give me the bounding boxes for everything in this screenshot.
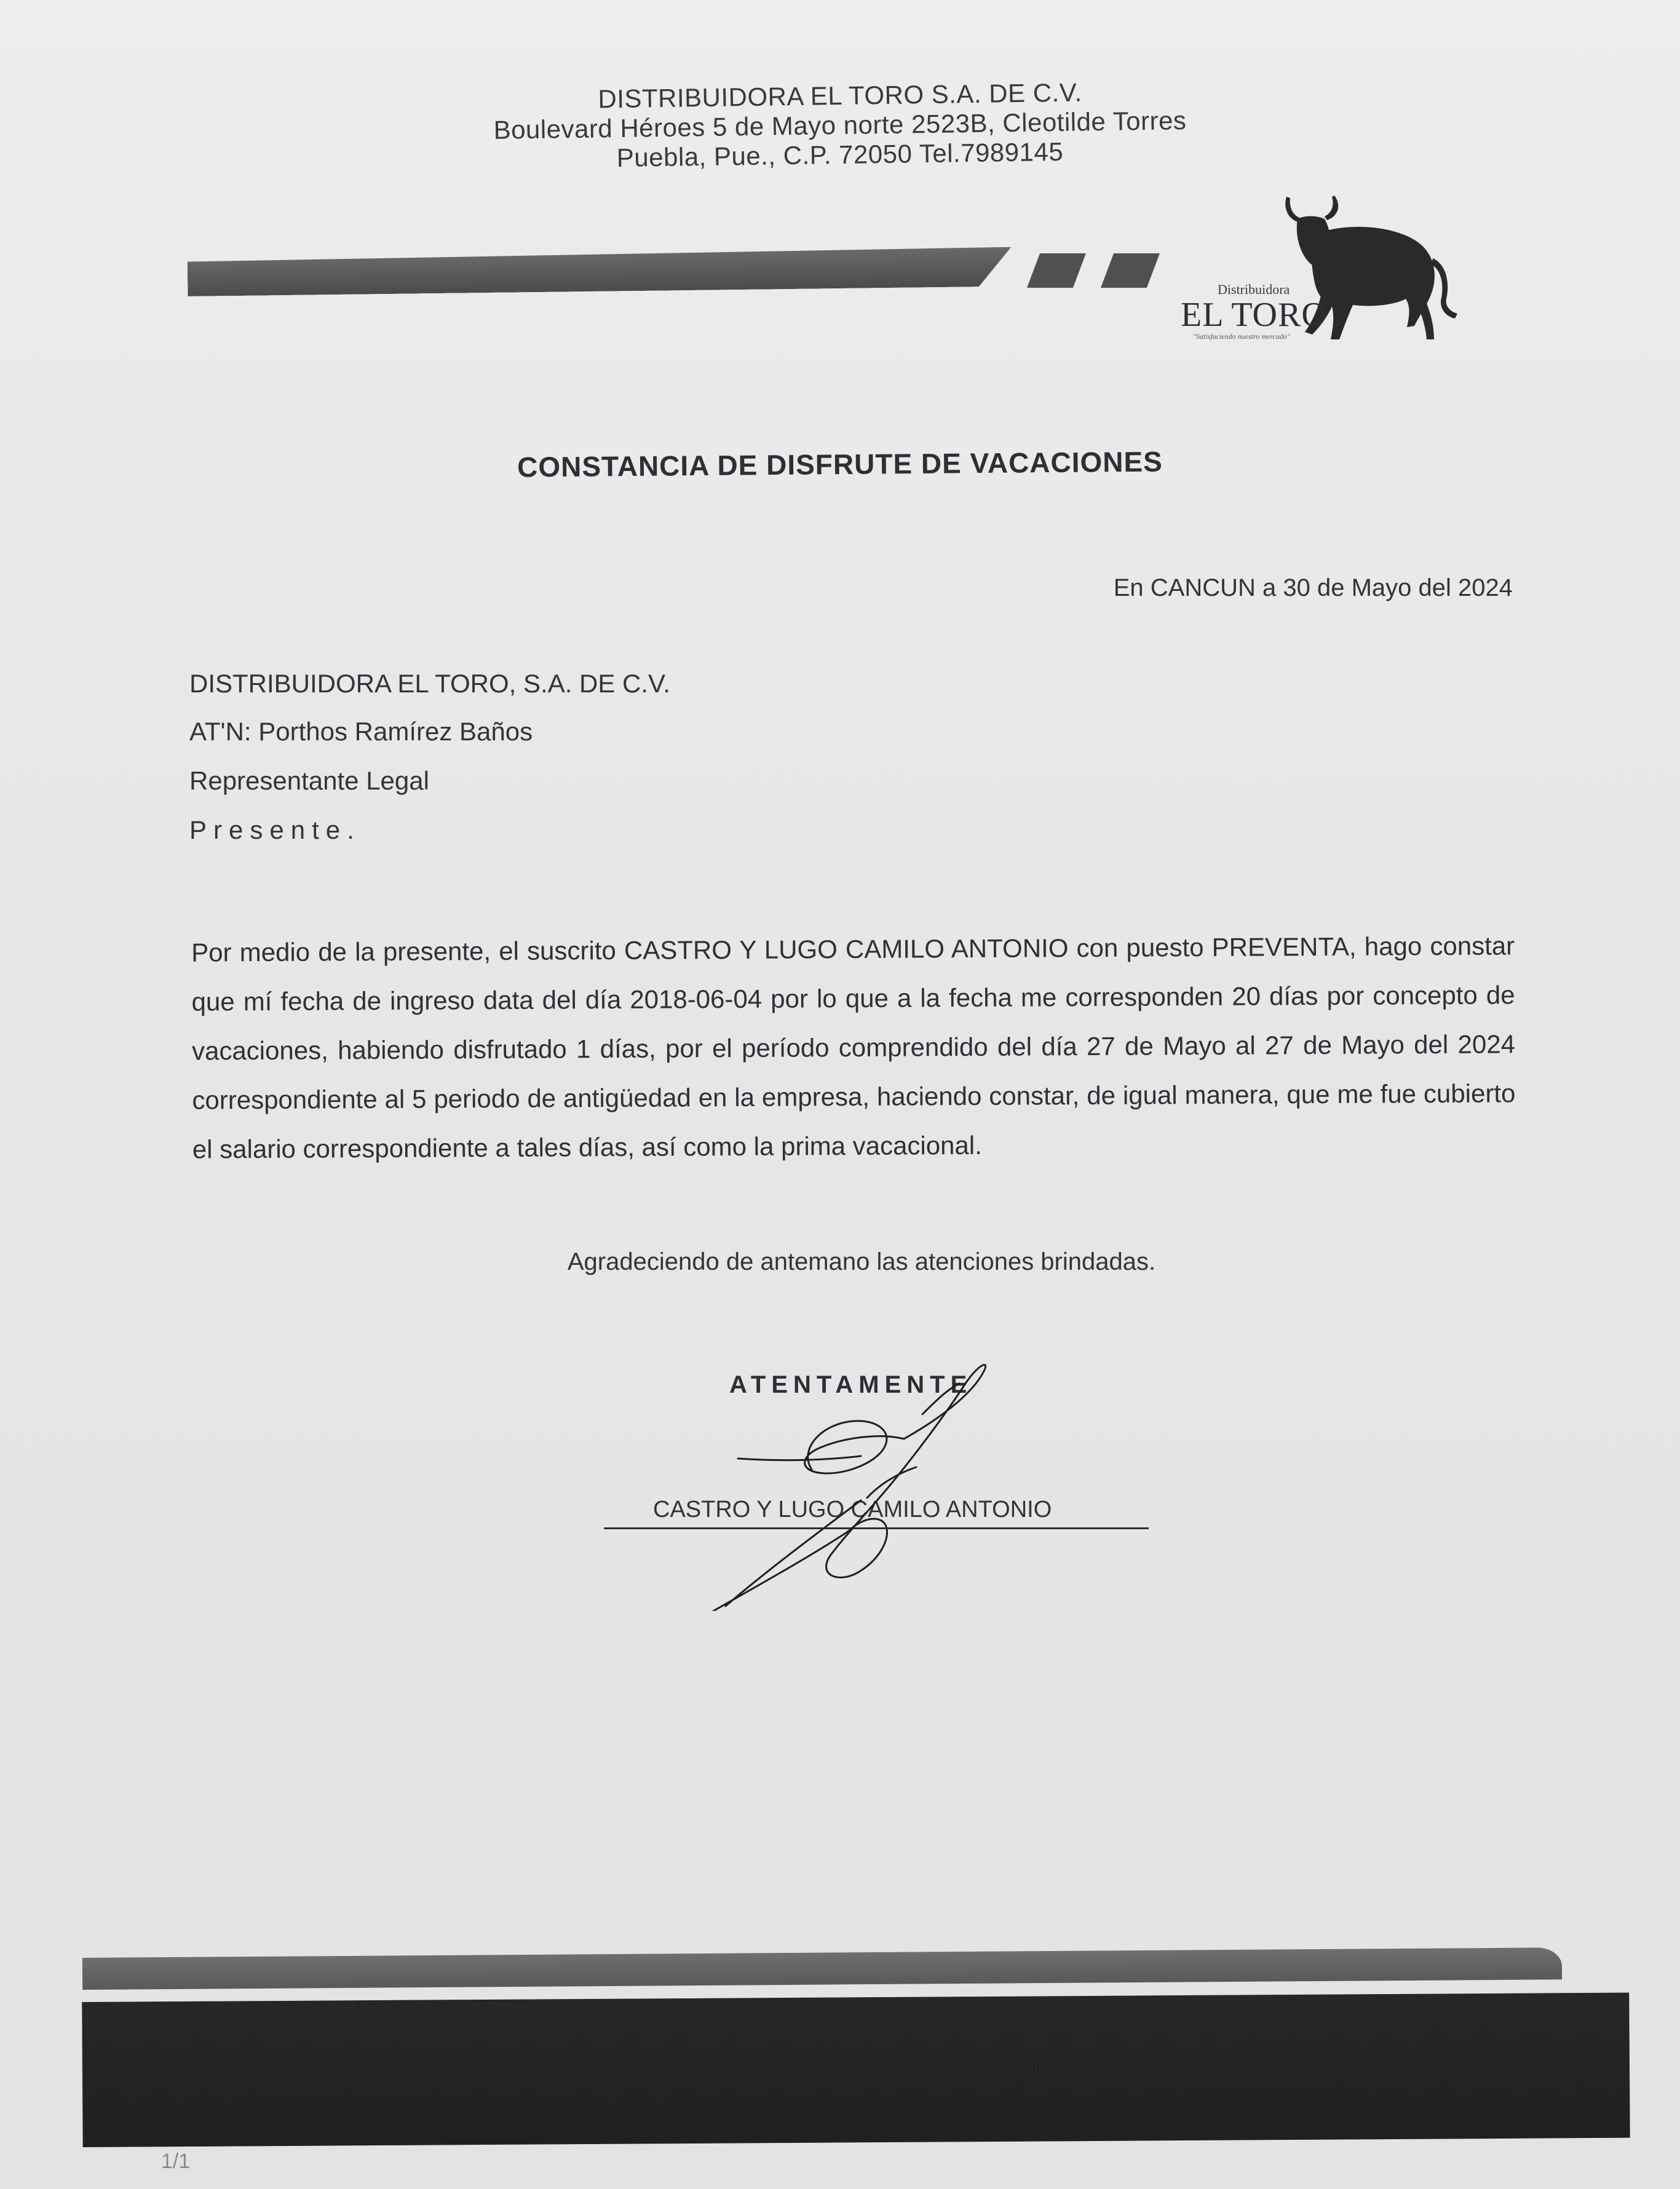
logo-tagline: "Satisfaciendo nuestro mercado" — [1193, 332, 1290, 341]
signer-name: CASTRO Y LUGO CAMILO ANTONIO — [653, 1497, 1052, 1522]
company-logo — [1168, 184, 1482, 357]
thanks-line: Agradeciendo de antemano las atenciones brindadas. — [567, 1248, 1156, 1275]
header-company-name: DISTRIBUIDORA EL TORO S.A. DE C.V. — [598, 77, 1082, 114]
logo-brand-text: EL TORO — [1181, 296, 1327, 334]
document-title: CONSTANCIA DE DISFRUTE DE VACACIONES — [517, 445, 1163, 483]
page-number: 1/1 — [161, 2150, 191, 2173]
footer-decorative-band — [82, 1993, 1630, 2147]
closing-salutation: ATENTAMENTE — [729, 1371, 973, 1398]
body-paragraph: Por medio de la presente, el suscrito CASTRO Y LUGO CAMILO ANTONIO con puesto PREVENTA, hago constar que mí fecha de ingreso data del día 2018-06-04 por lo que a la fecha me corresponden 20 días por concepto de vacaciones, habiendo disfrutado 1 días, por el período comprendido del día 27 de Mayo al 27 de Mayo del 2024 correspondiente al 5 periodo de antigüedad en la empresa, haciendo constar, de igual manera, que me fue cubierto el salario correspondiente a tales días, así como la prima vacacional. — [191, 931, 1516, 1164]
footer-decorative-bar — [82, 1947, 1562, 1990]
recipient-attention: AT'N: Porthos Ramírez Baños — [189, 717, 533, 746]
logo-small-text: Distribuidora — [1218, 282, 1290, 297]
place-date: En CANCUN a 30 de Mayo del 2024 — [1113, 574, 1513, 601]
recipient-role: Representante Legal — [189, 766, 429, 795]
handwritten-signature — [615, 1353, 1045, 1611]
recipient-presente: Presente. — [189, 815, 361, 844]
header-chevron-mark — [1101, 253, 1160, 288]
header-city-phone: Puebla, Pue., C.P. 72050 Tel.7989145 — [616, 137, 1064, 173]
recipient-company: DISTRIBUIDORA EL TORO, S.A. DE C.V. — [189, 669, 670, 698]
header-chevron-mark — [1027, 253, 1086, 288]
header-decorative-bar — [188, 247, 1012, 296]
header-address: Boulevard Héroes 5 de Mayo norte 2523B, Cleotilde Torres — [493, 106, 1187, 144]
